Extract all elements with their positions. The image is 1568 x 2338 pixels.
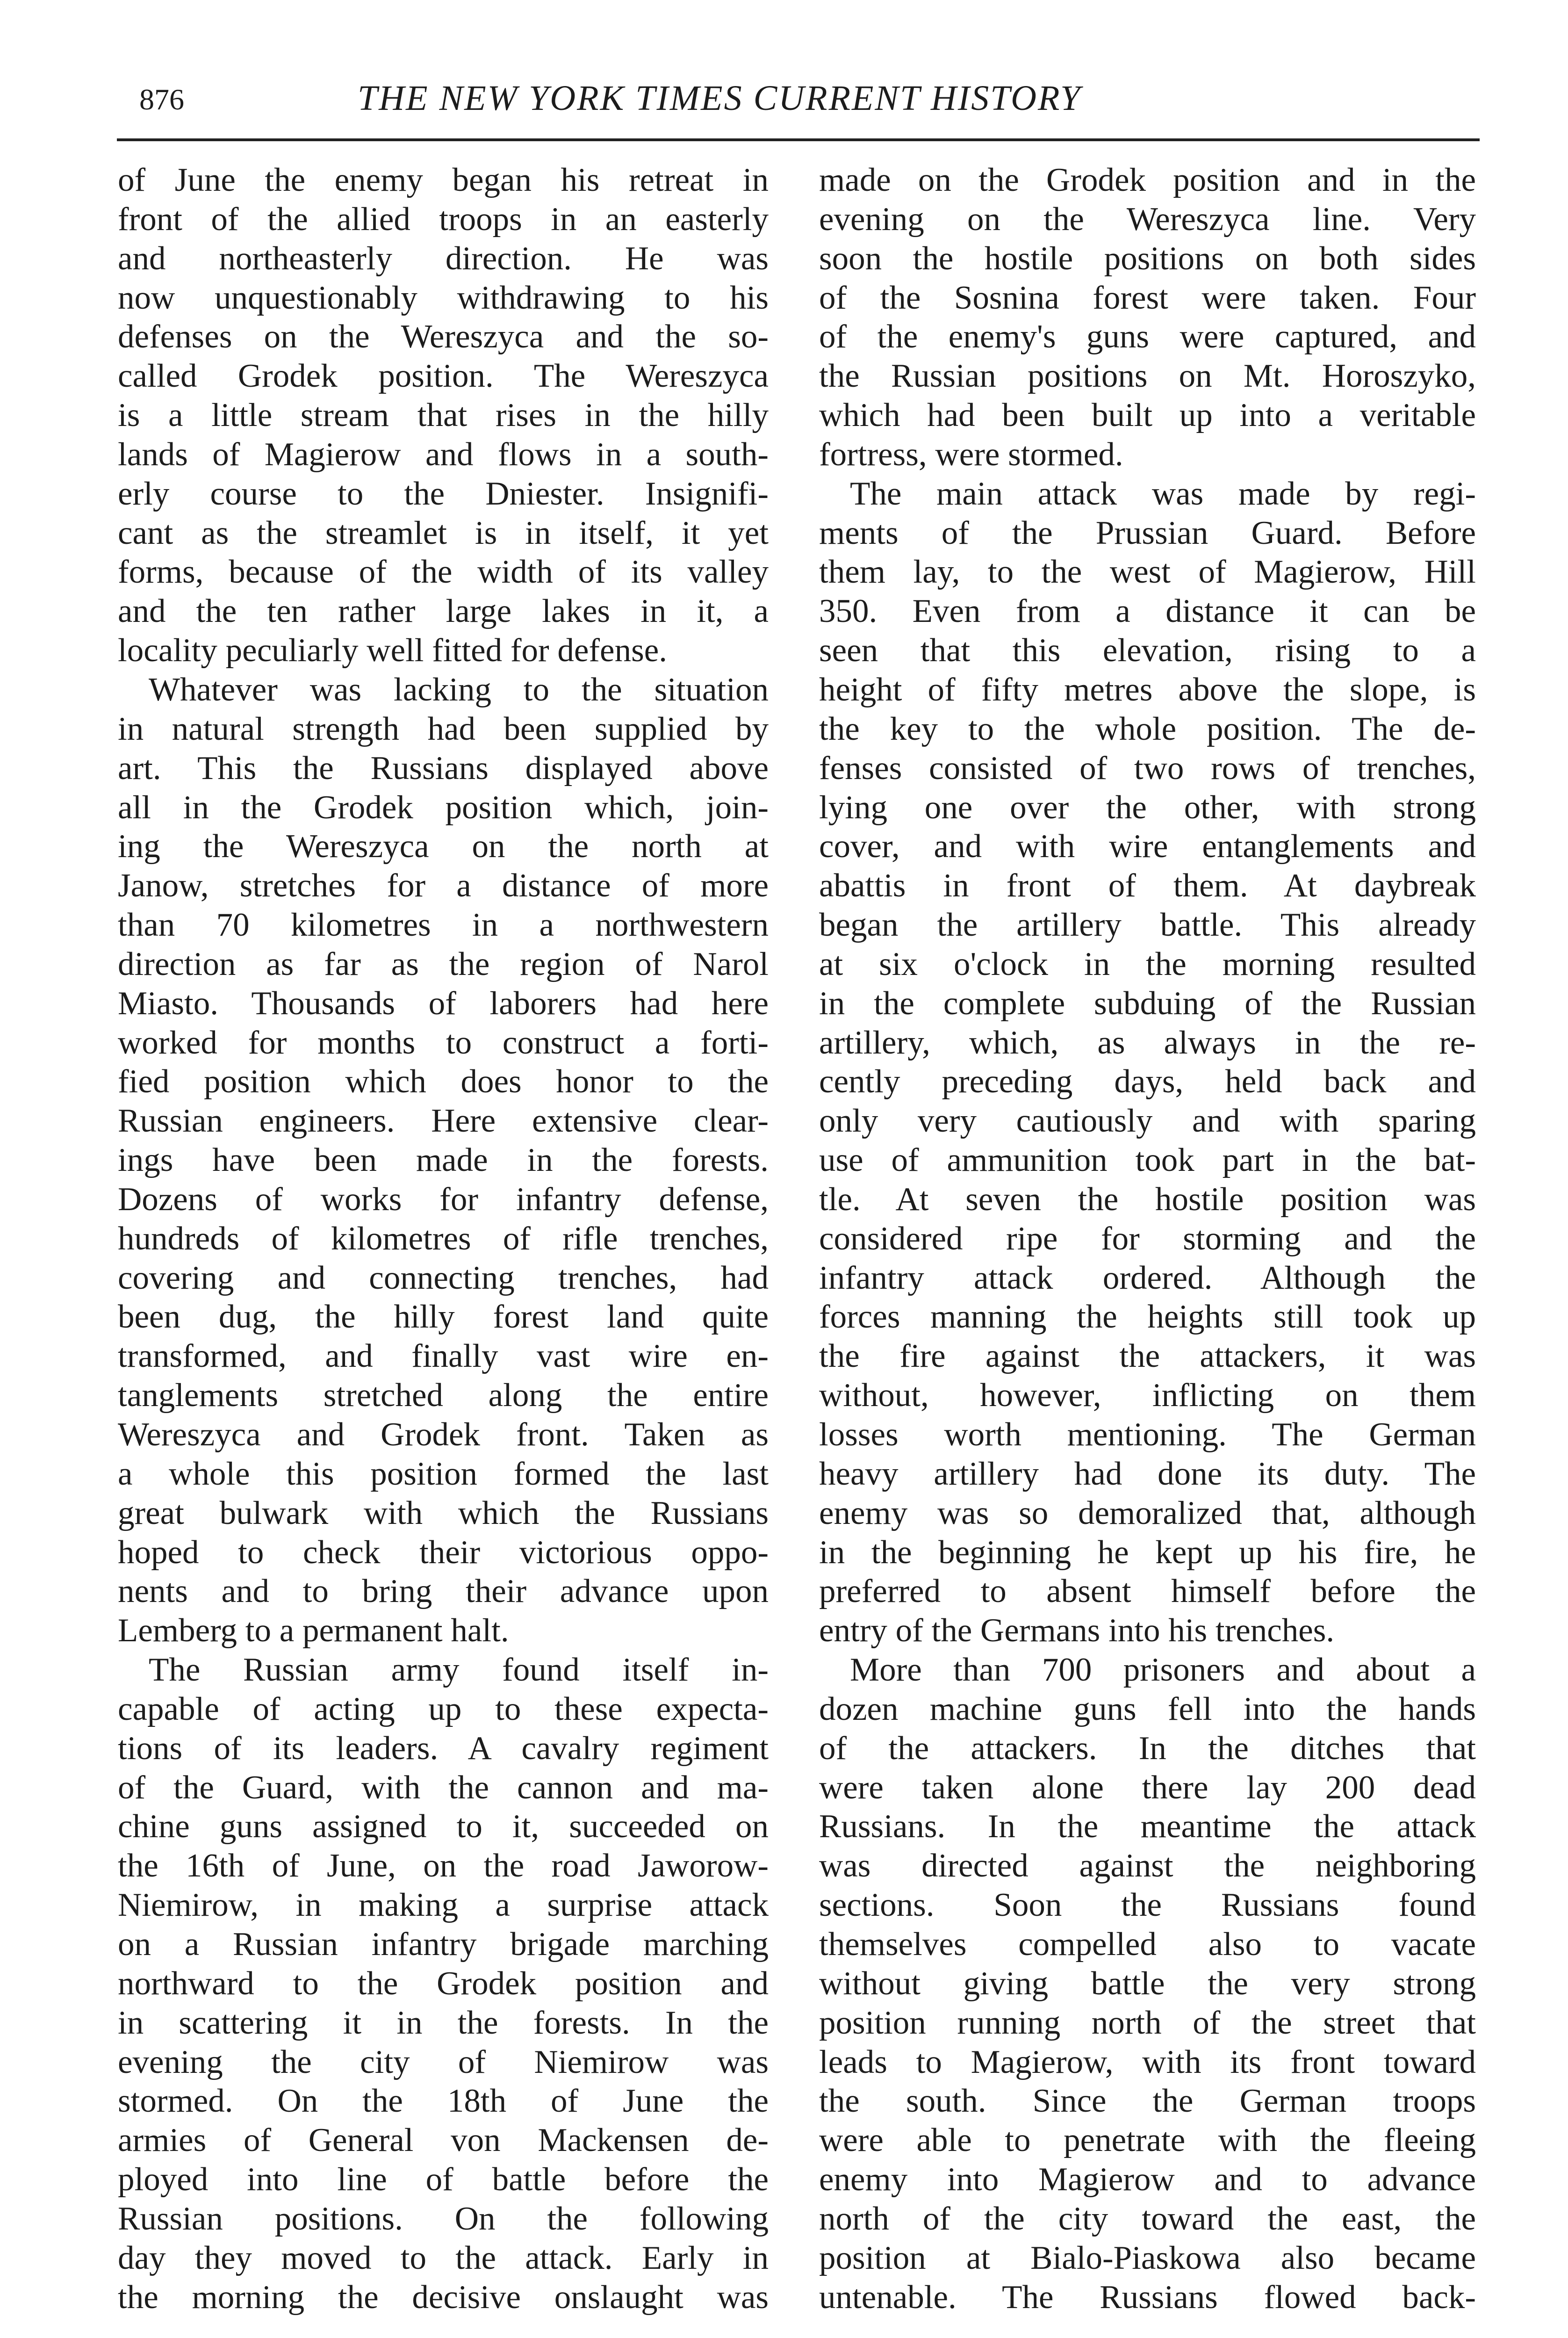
text-line: position running north of the street that bbox=[819, 2004, 1476, 2041]
text-line: untenable. The Russians flowed back- bbox=[819, 2279, 1476, 2316]
text-line: great bulwark with which the Russians bbox=[118, 1494, 769, 1531]
text-line: considered ripe for storming and the bbox=[819, 1220, 1476, 1257]
text-line: erly course to the Dniester. Insignifi- bbox=[118, 475, 769, 512]
text-line: the Russian positions on Mt. Horoszyko, bbox=[819, 358, 1476, 395]
text-line: nents and to bring their advance upon bbox=[118, 1573, 769, 1610]
text-line: without giving battle the very strong bbox=[819, 1965, 1476, 2002]
text-line: which had been built up into a veritable bbox=[819, 397, 1476, 434]
text-line: Dozens of works for infantry defense, bbox=[118, 1181, 769, 1218]
article-body bbox=[0, 161, 1568, 2336]
text-line: front of the allied troops in an easterly bbox=[118, 201, 769, 238]
text-line: were able to penetrate with the fleeing bbox=[819, 2122, 1476, 2159]
text-line: tions of its leaders. A cavalry regiment bbox=[118, 1730, 769, 1767]
text-line: seen that this elevation, rising to a bbox=[819, 632, 1476, 669]
text-line: ings have been made in the forests. bbox=[118, 1142, 769, 1179]
paragraph bbox=[118, 671, 769, 1651]
text-line: the key to the whole position. The de- bbox=[819, 710, 1476, 747]
text-line: themselves compelled also to vacate bbox=[819, 1926, 1476, 1963]
text-line: 350. Even from a distance it can be bbox=[819, 593, 1476, 630]
paragraph bbox=[819, 475, 1476, 1651]
text-line: tle. At seven the hostile position was bbox=[819, 1181, 1476, 1218]
text-line: direction as far as the region of Narol bbox=[118, 945, 769, 982]
text-line: sections. Soon the Russians found bbox=[819, 1887, 1476, 1924]
text-line: leads to Magierow, with its front toward bbox=[819, 2043, 1476, 2080]
text-line: soon the hostile positions on both sides bbox=[819, 240, 1476, 277]
text-line: ing the Wereszyca on the north at bbox=[118, 828, 769, 865]
running-title: THE NEW YORK TIMES CURRENT HISTORY bbox=[358, 79, 1082, 118]
column-left bbox=[118, 161, 769, 2317]
text-line: of the enemy's guns were captured, and bbox=[819, 318, 1476, 355]
text-line: Wereszyca and Grodek front. Taken as bbox=[118, 1416, 769, 1453]
text-line: and the ten rather large lakes in it, a bbox=[118, 593, 769, 630]
text-line: enemy was so demoralized that, although bbox=[819, 1494, 1476, 1531]
text-line: covering and connecting trenches, had bbox=[118, 1259, 769, 1296]
text-line: Russian engineers. Here extensive clear- bbox=[118, 1103, 769, 1140]
text-line: Janow, stretches for a distance of more bbox=[118, 867, 769, 904]
text-line: fortress, were stormed. bbox=[819, 436, 1123, 473]
text-line: evening on the Wereszyca line. Very bbox=[819, 201, 1476, 238]
text-line: north of the city toward the east, the bbox=[819, 2200, 1476, 2237]
text-line: them lay, to the west of Magierow, Hill bbox=[819, 554, 1476, 591]
text-line: the 16th of June, on the road Jaworow- bbox=[118, 1847, 769, 1884]
text-line: the morning the decisive onslaught was bbox=[118, 2279, 769, 2316]
text-line: The main attack was made by regi- bbox=[850, 475, 1476, 512]
text-line: evening the city of Niemirow was bbox=[118, 2043, 769, 2080]
text-line: position at Bialo-Piaskowa also became bbox=[819, 2239, 1476, 2276]
text-line: of June the enemy began his retreat in bbox=[118, 162, 769, 198]
text-line: been dug, the hilly forest land quite bbox=[118, 1299, 769, 1335]
text-line: Russians. In the meantime the attack bbox=[819, 1808, 1476, 1845]
text-line: defenses on the Wereszyca and the so- bbox=[118, 318, 769, 355]
text-line: worked for months to construct a forti- bbox=[118, 1024, 769, 1061]
text-line: art. This the Russians displayed above bbox=[118, 750, 769, 787]
text-line: entry of the Germans into his trenches. bbox=[819, 1612, 1335, 1649]
text-line: cently preceding days, held back and bbox=[819, 1063, 1476, 1100]
text-line: without, however, inflicting on them bbox=[819, 1377, 1476, 1414]
text-line: fied position which does honor to the bbox=[118, 1063, 769, 1100]
text-line: of the attackers. In the ditches that bbox=[819, 1730, 1476, 1767]
text-line: ments of the Prussian Guard. Before bbox=[819, 514, 1476, 551]
column-right bbox=[819, 161, 1476, 2317]
text-line: Russian positions. On the following bbox=[118, 2200, 769, 2237]
text-line: fenses consisted of two rows of trenches, bbox=[819, 750, 1476, 787]
text-line: in the beginning he kept up his fire, he bbox=[819, 1534, 1476, 1571]
text-line: of the Sosnina forest were taken. Four bbox=[819, 279, 1476, 316]
text-line: More than 700 prisoners and about a bbox=[850, 1652, 1476, 1689]
text-line: now unquestionably withdrawing to his bbox=[118, 279, 769, 316]
text-line: Miasto. Thousands of laborers had here bbox=[118, 985, 769, 1022]
text-line: armies of General von Mackensen de- bbox=[118, 2122, 769, 2159]
text-line: The Russian army found itself in- bbox=[149, 1652, 769, 1689]
paragraph bbox=[118, 161, 769, 671]
text-line: Whatever was lacking to the situation bbox=[149, 671, 769, 708]
text-line: use of ammunition took part in the bat- bbox=[819, 1142, 1476, 1179]
text-line: only very cautiously and with sparing bbox=[819, 1103, 1476, 1140]
text-line: forms, because of the width of its valley bbox=[118, 554, 769, 591]
text-line: was directed against the neighboring bbox=[819, 1847, 1476, 1884]
text-line: artillery, which, as always in the re- bbox=[819, 1024, 1476, 1061]
page-number: 876 bbox=[139, 83, 184, 116]
text-line: Niemirow, in making a surprise attack bbox=[118, 1887, 769, 1924]
text-line: hundreds of kilometres of rifle trenches, bbox=[118, 1220, 769, 1257]
text-line: lying one over the other, with strong bbox=[819, 789, 1476, 826]
header-rule bbox=[117, 138, 1480, 141]
text-line: Lemberg to a permanent halt. bbox=[118, 1612, 509, 1649]
text-line: the fire against the attackers, it was bbox=[819, 1338, 1476, 1375]
text-line: chine guns assigned to it, succeeded on bbox=[118, 1808, 769, 1845]
text-line: lands of Magierow and flows in a south- bbox=[118, 436, 769, 473]
text-line: preferred to absent himself before the bbox=[819, 1573, 1476, 1610]
text-line: heavy artillery had done its duty. The bbox=[819, 1455, 1476, 1492]
text-line: at six o'clock in the morning resulted bbox=[819, 945, 1476, 982]
text-line: cant as the streamlet is in itself, it yet bbox=[118, 514, 769, 551]
text-line: cover, and with wire entanglements and bbox=[819, 828, 1476, 865]
text-line: and northeasterly direction. He was bbox=[118, 240, 769, 277]
text-line: in natural strength had been supplied by bbox=[118, 710, 769, 747]
text-line: stormed. On the 18th of June the bbox=[118, 2083, 769, 2120]
text-line: in the complete subduing of the Russian bbox=[819, 985, 1476, 1022]
text-line: capable of acting up to these expecta- bbox=[118, 1690, 769, 1727]
text-line: day they moved to the attack. Early in bbox=[118, 2239, 769, 2276]
text-line: called Grodek position. The Wereszyca bbox=[118, 358, 769, 395]
text-line: is a little stream that rises in the hilly bbox=[118, 397, 769, 434]
text-line: began the artillery battle. This already bbox=[819, 907, 1476, 944]
text-line: of the Guard, with the cannon and ma- bbox=[118, 1769, 769, 1806]
text-line: in scattering it in the forests. In the bbox=[118, 2004, 769, 2041]
text-line: infantry attack ordered. Although the bbox=[819, 1259, 1476, 1296]
text-line: a whole this position formed the last bbox=[118, 1455, 769, 1492]
text-line: northward to the Grodek position and bbox=[118, 1965, 769, 2002]
text-line: height of fifty metres above the slope, is bbox=[819, 671, 1476, 708]
text-line: the south. Since the German troops bbox=[819, 2083, 1476, 2120]
text-line: made on the Grodek position and in the bbox=[819, 162, 1476, 198]
text-line: on a Russian infantry brigade marching bbox=[118, 1926, 769, 1963]
text-line: all in the Grodek position which, join- bbox=[118, 789, 769, 826]
text-line: than 70 kilometres in a northwestern bbox=[118, 907, 769, 944]
paragraph bbox=[819, 161, 1476, 475]
text-line: tanglements stretched along the entire bbox=[118, 1377, 769, 1414]
text-line: locality peculiarly well fitted for defense. bbox=[118, 632, 667, 669]
text-line: abattis in front of them. At daybreak bbox=[819, 867, 1476, 904]
text-line: enemy into Magierow and to advance bbox=[819, 2161, 1476, 2198]
text-line: hoped to check their victorious oppo- bbox=[118, 1534, 769, 1571]
paragraph bbox=[118, 1651, 769, 2317]
text-line: losses worth mentioning. The German bbox=[819, 1416, 1476, 1453]
text-line: dozen machine guns fell into the hands bbox=[819, 1690, 1476, 1727]
page-header bbox=[0, 0, 1568, 161]
text-line: ployed into line of battle before the bbox=[118, 2161, 769, 2198]
text-line: forces manning the heights still took up bbox=[819, 1299, 1476, 1335]
text-line: were taken alone there lay 200 dead bbox=[819, 1769, 1476, 1806]
paragraph bbox=[819, 1651, 1476, 2317]
text-line: transformed, and finally vast wire en- bbox=[118, 1338, 769, 1375]
